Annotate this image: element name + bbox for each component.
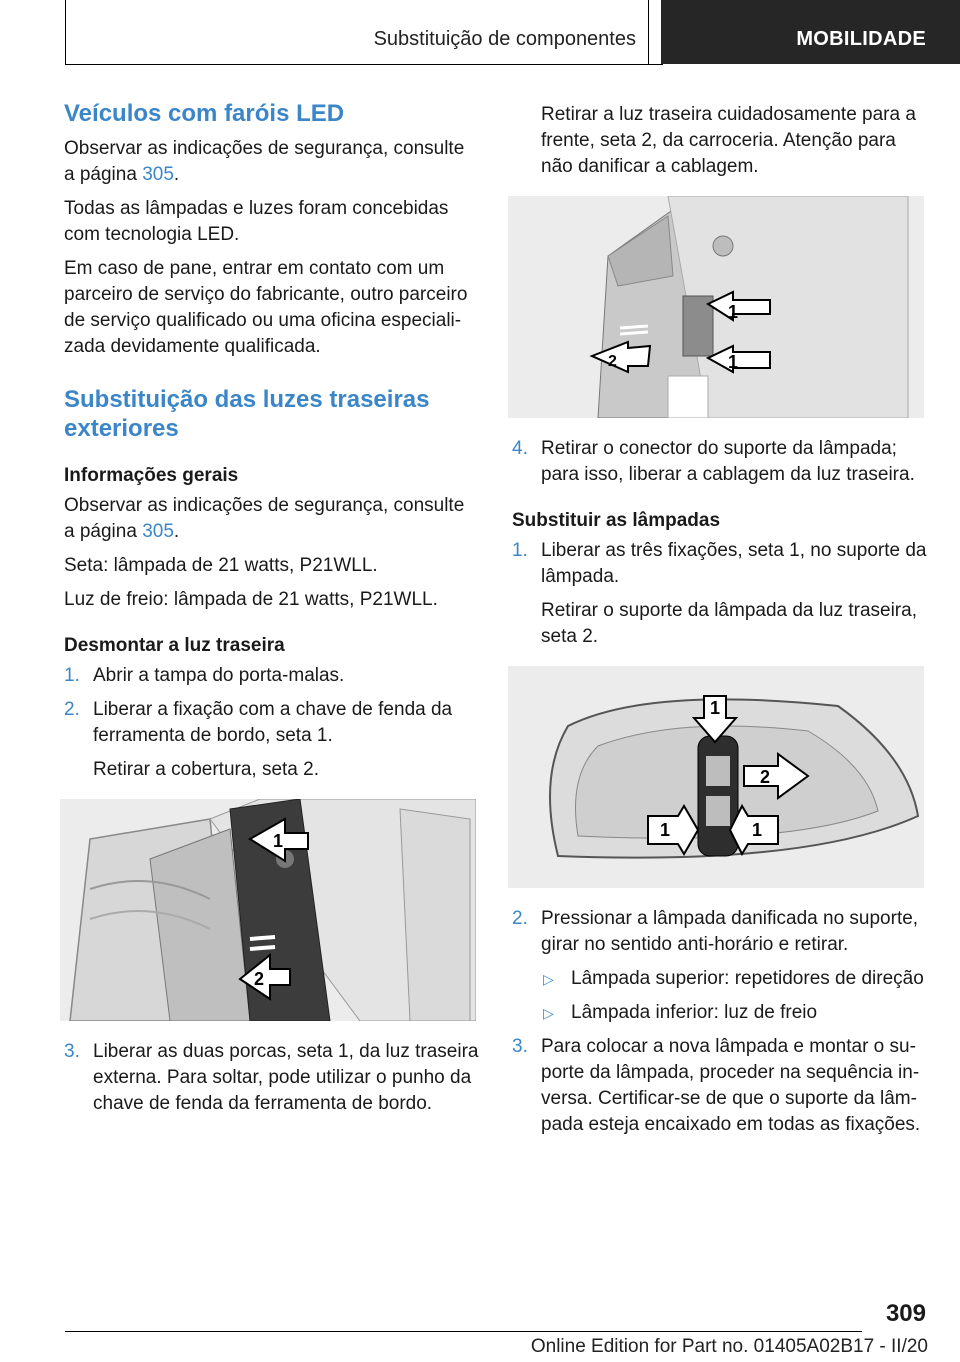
list-item: ▷ Lâmpada superior: repetidores de direção bbox=[541, 966, 928, 992]
heading-replace-bulbs: Substituir as lâmpadas bbox=[512, 510, 721, 531]
chapter-tab[interactable] bbox=[661, 0, 960, 64]
left-column bbox=[64, 100, 480, 1125]
chapter-tab-label: MOBILIDADE bbox=[796, 28, 926, 50]
list-item: 1. Abrir a tampa do porta-malas. bbox=[64, 664, 345, 686]
header-left-rule bbox=[65, 0, 66, 64]
connector-step-list bbox=[512, 436, 928, 488]
fig3-label-1-right: 1 bbox=[752, 820, 763, 840]
brake-light-spec: Luz de freio: lâmpada de 21 watts, P21WLL. bbox=[64, 588, 438, 610]
figure-trunk-cover bbox=[60, 799, 476, 1021]
list-item: 1. Liberar as três fixações, seta 1, no suporte da lâmpada. Retirar o suporte da lâmpada da luz traseira, seta 2. bbox=[512, 540, 927, 647]
fig3-label-2: 2 bbox=[760, 767, 771, 787]
figure-tail-light-removal bbox=[508, 196, 924, 418]
list-item: 3. Para colocar a nova lâmpada e montar o suporte da lâmpada, proceder na sequência inversa. Certificar-se de que o suporte da lâmpada esteja encaixado em todas as fixações. bbox=[512, 1036, 921, 1135]
remove-steps-list bbox=[64, 663, 480, 783]
list-item: ▷ Lâmpada inferior: luz de freio bbox=[541, 1000, 928, 1026]
safety-note-2: Observar as indicações de segurança, consulte a página 305. bbox=[64, 494, 465, 542]
fig3-label-1-left: 1 bbox=[660, 820, 671, 840]
heading-general-info: Informações gerais bbox=[64, 464, 239, 486]
fig2-label-1a: 1 bbox=[728, 302, 739, 322]
heading-remove-tail-light: Desmontar a luz traseira bbox=[64, 634, 285, 656]
trunk-cover-illustration bbox=[60, 799, 476, 1021]
turn-signal-spec: Seta: lâmpada de 21 watts, P21WLL. bbox=[64, 554, 378, 576]
bulb-type-list bbox=[541, 966, 928, 1026]
triangle-right-outline-icon: ▷ bbox=[543, 971, 554, 987]
footer-edition: Online Edition for Part no. 01405A02B17 - II/20 bbox=[530, 1336, 928, 1357]
service-paragraph: Em caso de pane, entrar em contato com um parceiro de serviço do fabricante, outro parceiro de serviço qualificado ou uma oficina especializada devidamente qualificada. bbox=[64, 258, 468, 358]
footer-rule bbox=[65, 1331, 862, 1332]
tail-light-removal-illustration bbox=[508, 196, 924, 418]
led-info-paragraph: Todas as lâmpadas e luzes foram concebidas com tecnologia LED. bbox=[64, 198, 449, 246]
remove-steps-list-cont bbox=[64, 1039, 480, 1117]
bulb-holder-illustration bbox=[508, 666, 924, 888]
right-column bbox=[512, 104, 928, 1146]
header-section-title: Substituição de componentes bbox=[373, 28, 636, 50]
triangle-right-outline-icon: ▷ bbox=[543, 1005, 554, 1021]
fig3-label-1-top: 1 bbox=[710, 698, 721, 718]
list-item: 2. Pressionar a lâmpada danificada no suporte, girar no sentido anti-horário e retirar. ▷ Lâmpada superior: repetidores de direção ▷ Lâmpada inferior: luz de freio bbox=[512, 906, 928, 1026]
page-number: 309 bbox=[885, 1300, 926, 1327]
header-bottom-rule bbox=[65, 64, 663, 65]
page-link-305[interactable]: 305 bbox=[142, 520, 174, 542]
fig2-label-2: 2 bbox=[608, 353, 617, 370]
fig1-label-2: 2 bbox=[254, 968, 265, 989]
remove-forward-paragraph: Retirar a luz traseira cuidadosamente para a frente, seta 2, da carroceria. Atenção para não danificar a cablagem. bbox=[541, 104, 916, 177]
heading-rear-lights: Substituição das luzes traseiras exteriores bbox=[64, 386, 430, 442]
replace-steps-list bbox=[512, 538, 928, 650]
list-item: 2. Liberar a fixação com a chave de fenda da ferramenta de bordo, seta 1. Retirar a cobertura, seta 2. bbox=[64, 698, 453, 780]
safety-note-1: Observar as indicações de segurança, consulte a página 305. bbox=[64, 138, 465, 186]
list-item: 4. Retirar o conector do suporte da lâmpada; para isso, liberar a cablagem da luz traseira. bbox=[512, 438, 915, 485]
fig1-label-1: 1 bbox=[273, 830, 284, 851]
fig2-label-1b: 1 bbox=[728, 352, 739, 372]
replace-steps-list-cont bbox=[512, 906, 928, 1138]
figure-bulb-holder bbox=[508, 666, 924, 888]
heading-led-vehicles: Veículos com faróis LED bbox=[64, 100, 345, 127]
list-item: 3. Liberar as duas porcas, seta 1, da luz traseira externa. Para soltar, pode utilizar o punho da chave de fenda da ferramenta de bordo. bbox=[64, 1040, 479, 1114]
page-link-305[interactable]: 305 bbox=[142, 164, 174, 186]
header-divider bbox=[648, 0, 649, 64]
